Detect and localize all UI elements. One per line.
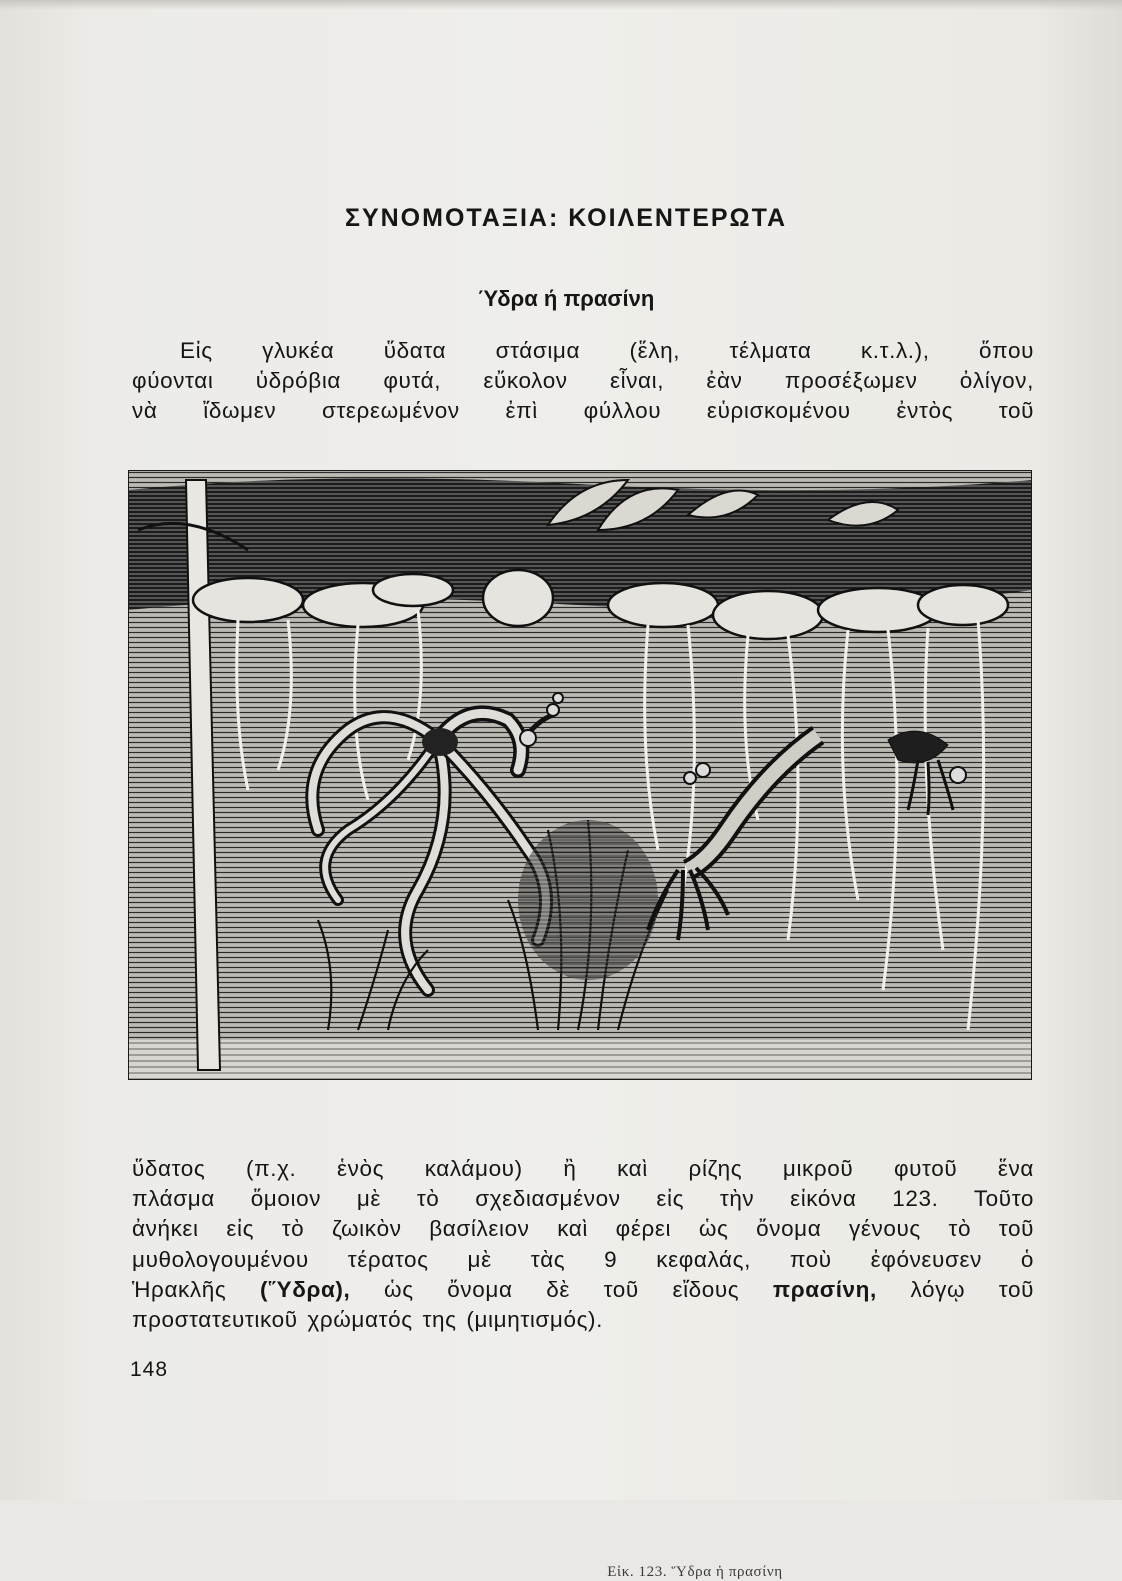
paragraph-description-line-2: πλάσμα ὅμοιον μὲ τὸ σχεδιασμένον εἰς τὴν εἰκόνα 123. Τοῦτο [132, 1186, 1034, 1212]
hydra-illustration-svg [128, 470, 1032, 1080]
chapter-heading: ΣΥΝΟΜΟΤΑΞΙΑ: ΚΟΙΛΕΝΤΕΡΩΤΑ [344, 204, 788, 232]
water-bottom [128, 1040, 1032, 1080]
paragraph-description-line-3: ἀνήκει εἰς τὸ ζωικὸν βασίλειον καὶ φέρει ὡς ὄνομα γένους τὸ τοῦ [132, 1216, 1034, 1242]
page-number: 148 [130, 1358, 169, 1381]
paragraph-intro-line-2: φύονται ὑδρόβια φυτά, εὔκολον εἶναι, ἐὰν προσέξωμεν ὀλίγον, [132, 368, 1034, 394]
paragraph-description-line-6: προστατευτικοῦ χρώματός της (μιμητισμός). [132, 1307, 603, 1333]
genus-name-hydra: (Ὕδρα), [259, 1276, 351, 1302]
page-top-edge [0, 0, 1122, 10]
paragraph-intro [132, 336, 1034, 427]
paragraph-description [132, 1154, 1034, 1335]
section-subheading: Ύδρα ή πρασίνη [477, 286, 655, 311]
paragraph-intro-line-1: Εἰς γλυκέα ὕδατα στάσιμα (ἕλη, τέλματα κ.τ.λ.), ὅπου [180, 338, 1034, 363]
line5-reason: λόγῳ τοῦ [910, 1276, 1034, 1302]
paragraph-description-line-5 [132, 1275, 1034, 1305]
figure-caption: Εἰκ. 123. Ὕδρα ἡ πρασίνη [607, 1564, 783, 1580]
paragraph-intro-line-3: νὰ ἴδωμεν στερεωμένον ἐπὶ φύλλου εὑρισκομένου ἐντὸς τοῦ [132, 398, 1034, 424]
line5-species-intro: ὡς ὄνομα δὲ τοῦ εἴδους [384, 1276, 740, 1302]
paragraph-description-line-4: μυθολογουμένου τέρατος μὲ τὰς 9 κεφαλάς, ποὺ ἐφόνευσεν ὁ [132, 1246, 1034, 1272]
paragraph-description-line-1: ὕδατος (π.χ. ἑνὸς καλάμου) ἢ καὶ ρίζης μικροῦ φυτοῦ ἕνα [132, 1156, 1034, 1181]
seaweed-shadow [518, 820, 658, 980]
species-name-prasini: πρασίνη, [772, 1276, 877, 1302]
line5-herakles: Ἡρακλῆς [132, 1276, 227, 1302]
hydra-large-body [422, 728, 458, 756]
